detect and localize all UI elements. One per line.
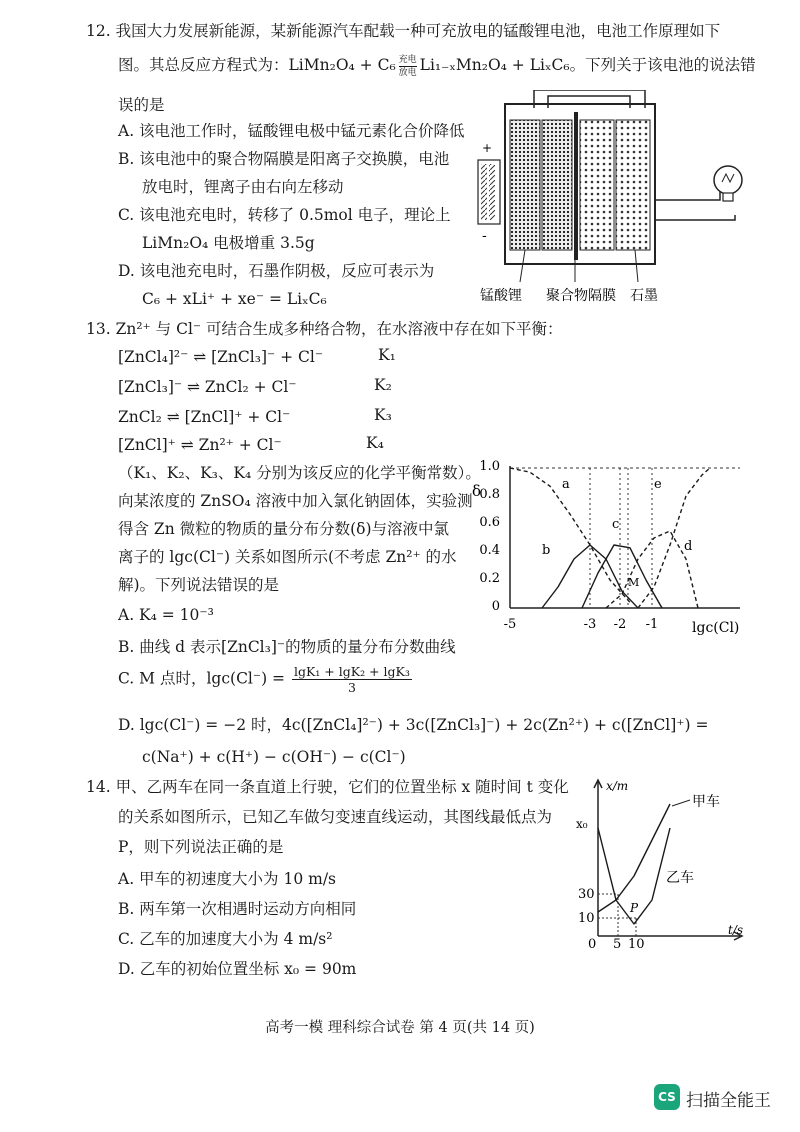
chart13-ytick: 0.4 [479, 543, 500, 558]
arrow-top-label: 充电 [398, 54, 417, 65]
q13-para1: （K₁、K₂、K₃、K₄ 分别为该反应的化学平衡常数）。 [118, 464, 481, 482]
chart14-y-label: x/m [606, 779, 629, 793]
q13-eq2: [ZnCl₃]⁻ ⇌ ZnCl₂ + Cl⁻ [118, 378, 297, 396]
chart14-x0-tick: x₀ [576, 817, 588, 831]
q12-line1: 12. 我国大力发展新能源，某新能源汽车配载一种可充放电的锰酸锂电池，电池工作原理如下 [86, 22, 721, 40]
q14-line2: 的关系如图所示，已知乙车做匀变速直线运动，其图线最低点为 [118, 808, 553, 826]
chart13-x-label: lgc(Cl) [692, 620, 740, 636]
q12-option-d-line1: D. 该电池充电时，石墨作阴极，反应可表示为 [118, 262, 435, 280]
light-bulb-icon [714, 166, 742, 194]
series-line-a [510, 468, 630, 602]
chart13-xtick: -1 [645, 617, 659, 632]
chart14-label-yi: 乙车 [666, 870, 694, 886]
curve-label-a: a [562, 477, 570, 492]
q13-option-c-fraction [292, 664, 412, 695]
q13-eq3: ZnCl₂ ⇌ [ZnCl]⁺ + Cl⁻ [118, 408, 291, 426]
camscanner-watermark: 扫描全能王 [686, 1091, 771, 1111]
chart14-10-tick: 10 [578, 911, 595, 926]
distribution-chart [470, 458, 770, 642]
fraction-numerator: lgK₁ + lgK₂ + lgK₃ [293, 664, 410, 679]
chart14-x-label: t/s [728, 923, 744, 937]
curve-label-b: b [542, 543, 551, 558]
battery-figure [470, 90, 770, 310]
graphite-electrode [616, 120, 650, 250]
q14-option-d: D. 乙车的初始位置坐标 x₀ = 90m [118, 960, 357, 978]
q13-option-c [118, 664, 414, 695]
series-line-c [582, 545, 662, 608]
chart13-xtick: -2 [613, 617, 627, 632]
q13-para4: 离子的 lgc(Cl⁻) 关系如图所示(不考虑 Zn²⁺ 的水 [118, 548, 457, 566]
q12-option-a: A. 该电池工作时，锰酸锂电极中锰元素化合价降低 [118, 122, 465, 140]
separator [574, 112, 578, 260]
q12-option-c-line1: C. 该电池充电时，转移了 0.5mol 电子，理论上 [118, 206, 451, 224]
q13-option-d-line1: D. lgc(Cl⁻) = −2 时，4c([ZnCl₄]²⁻) + 3c([ZnCl₃]⁻) + 2c(Zn²⁺) + c([ZnCl]⁺) = [118, 716, 709, 734]
q13-k2: K₂ [374, 376, 392, 394]
chart13-ytick: 0 [491, 599, 500, 614]
chart13-ytick: 0.2 [479, 571, 500, 586]
q12-option-d-line2: C₆ + xLi⁺ + xe⁻ = LiₓC₆ [142, 290, 327, 308]
q14-option-b: B. 两车第一次相遇时运动方向相同 [118, 900, 357, 918]
chart14-label-jia: 甲车 [692, 794, 720, 810]
q13-para5: 解)。下列说法错误的是 [118, 576, 280, 594]
series-line-e [638, 468, 710, 608]
chart13-ytick: 0.8 [479, 487, 500, 502]
label-separator: 聚合物隔膜 [546, 288, 616, 304]
q13-eq4: [ZnCl]⁺ ⇌ Zn²⁺ + Cl⁻ [118, 436, 282, 454]
label-graphite: 石墨 [630, 288, 658, 304]
q12-line3: 误的是 [118, 96, 165, 114]
point-label-m: M [628, 576, 640, 589]
chart14-t10-tick: 10 [628, 937, 645, 952]
q12-line2 [118, 54, 756, 78]
curve-label-e: e [654, 477, 662, 492]
chart14-point-p: P [630, 901, 639, 915]
chart14-jia-pointer [672, 800, 690, 806]
q13-k4: K₄ [366, 434, 384, 452]
q13-para3: 得含 Zn 微粒的物质的量分布分数(δ)与溶液中氯 [118, 520, 450, 538]
lmo-electrode [510, 120, 540, 250]
q13-intro: 13. Zn²⁺ 与 Cl⁻ 可结合生成多种络合物，在水溶液中存在如下平衡： [86, 320, 563, 338]
q13-option-b: B. 曲线 d 表示[ZnCl₃]⁻的物质的量分布分数曲线 [118, 638, 456, 656]
q14-line3: P，则下列说法正确的是 [118, 838, 284, 856]
q12-line2-b: Li₁₋ₓMn₂O₄ + LiₓC₆。下列关于该电池的说法错 [419, 56, 756, 74]
curve-label-c: c [612, 517, 620, 532]
q14-option-a: A. 甲车的初速度大小为 10 m/s [118, 870, 336, 888]
q13-option-c-prefix: C. M 点时，lgc(Cl⁻) = [118, 669, 286, 688]
label-lmo: 锰酸锂 [480, 288, 522, 304]
chart13-ytick: 0.6 [479, 515, 500, 530]
q14-line1: 14. 甲、乙两车在同一条直道上行驶，它们的位置坐标 x 随时间 t 变化 [86, 778, 569, 796]
position-time-chart [570, 772, 770, 952]
series-line-甲车 [598, 804, 670, 912]
q12-option-b-line1: B. 该电池中的聚合物隔膜是阳离子交换膜，电池 [118, 150, 450, 168]
q13-k3: K₃ [374, 406, 392, 424]
chart13-y-label: δ [472, 482, 482, 500]
charge-discharge-arrow [399, 55, 417, 78]
plus-sign: + [482, 141, 493, 155]
curve-label-d: d [684, 539, 693, 554]
q14-option-c: C. 乙车的加速度大小为 4 m/s² [118, 930, 333, 948]
chart14-t5-tick: 5 [613, 937, 622, 952]
q13-option-a: A. K₄ = 10⁻³ [118, 606, 214, 624]
chart13-ytick: 1.0 [479, 459, 500, 474]
chart13-xtick: -3 [583, 617, 597, 632]
q13-k1: K₁ [378, 346, 396, 364]
q12-option-c-line2: LiMn₂O₄ 电极增重 3.5g [142, 234, 315, 252]
minus-sign: - [482, 228, 487, 244]
q12-line2-a: 图。其总反应方程式为：LiMn₂O₄ + C₆ [118, 56, 396, 74]
fraction-denominator: 3 [347, 680, 356, 695]
q13-option-d-line2: c(Na⁺) + c(H⁺) − c(OH⁻) − c(Cl⁻) [142, 748, 406, 766]
page-footer: 高考一模 理科综合试卷 第 4 页(共 14 页) [265, 1020, 535, 1036]
q12-option-b-line2: 放电时，锂离子由右向左移动 [142, 178, 344, 196]
chart13-xtick: -5 [503, 617, 517, 632]
chart14-t0-tick: 0 [588, 937, 597, 952]
q13-para2: 向某浓度的 ZnSO₄ 溶液中加入氯化钠固体，实验测 [118, 492, 473, 510]
arrow-bottom-label: 放电 [398, 67, 417, 78]
q13-eq1: [ZnCl₄]²⁻ ⇌ [ZnCl₃]⁻ + Cl⁻ [118, 348, 324, 366]
chart14-30-tick: 30 [578, 887, 595, 902]
camscanner-logo-icon: CS [654, 1084, 680, 1110]
